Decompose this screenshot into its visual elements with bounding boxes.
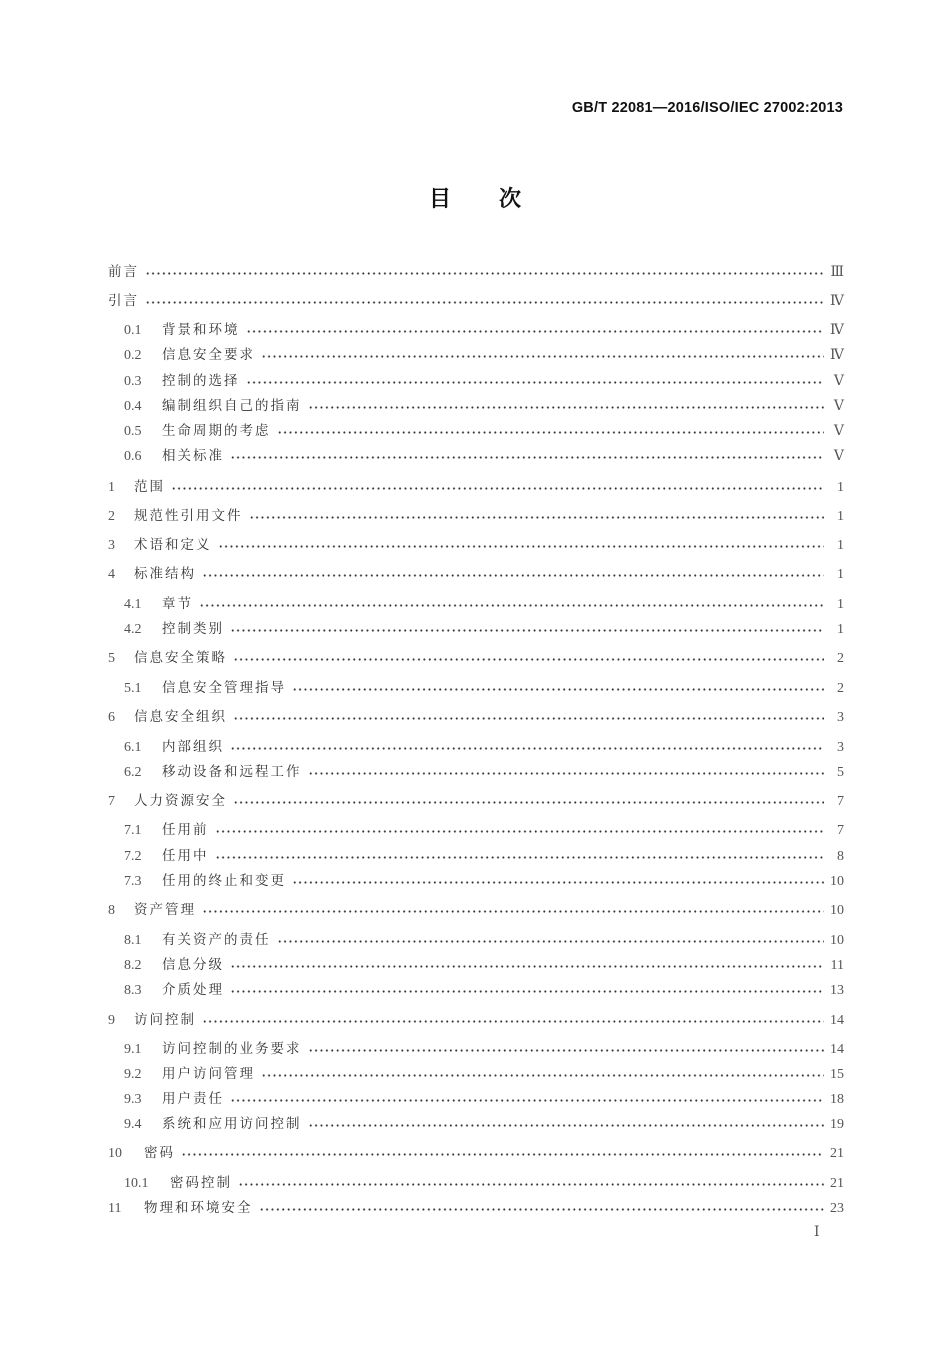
toc-entry[interactable] [124, 1064, 844, 1084]
toc-entry-page: Ⅴ [833, 399, 844, 414]
toc-entry[interactable] [124, 762, 844, 782]
toc-entry-label: 范围 [134, 479, 165, 495]
toc-entry-page: Ⅲ [830, 265, 844, 280]
toc-entry-page: 1 [837, 538, 844, 553]
toc-entry-page: 10 [830, 933, 844, 948]
toc-entry[interactable] [124, 345, 844, 365]
toc-entry-page: 10 [830, 903, 844, 918]
toc-entry-label: 用户访问管理 [162, 1066, 255, 1082]
dot-leader [230, 965, 824, 968]
dot-leader [230, 990, 824, 993]
toc-entry-label: 用户责任 [162, 1091, 224, 1107]
toc-entry[interactable] [108, 648, 844, 668]
dot-leader [202, 574, 824, 577]
toc-entry-page: 23 [830, 1201, 844, 1216]
toc-entry-page: 18 [830, 1092, 844, 1107]
toc-entry-label: 信息安全管理指导 [162, 680, 286, 696]
dot-leader [246, 330, 825, 333]
toc-entry[interactable] [124, 1039, 844, 1059]
toc-entry-number: 0.6 [124, 449, 142, 464]
dot-leader [261, 355, 824, 358]
toc-entry-label: 引言 [108, 293, 139, 309]
dot-leader [202, 910, 824, 913]
toc-entry-label: 信息分级 [162, 957, 224, 973]
toc-entry-page: 21 [830, 1146, 844, 1161]
toc-entry-label: 资产管理 [134, 902, 196, 918]
toc-entry-page: 11 [830, 958, 844, 973]
toc-entry[interactable] [124, 1089, 844, 1109]
toc-entry-page: 8 [837, 849, 844, 864]
toc-entry[interactable] [124, 871, 844, 891]
toc-entry-label: 信息安全组织 [134, 709, 227, 725]
toc-entry-page: 21 [830, 1176, 844, 1191]
toc-entry[interactable] [124, 955, 844, 975]
dot-leader [230, 456, 824, 459]
page-title: 目次 [428, 187, 569, 212]
toc-entry[interactable] [124, 737, 844, 757]
page-number: Ⅰ [814, 1225, 820, 1240]
toc-entry[interactable] [108, 791, 844, 811]
toc-entry-page: 5 [837, 765, 844, 780]
toc-entry-label: 相关标准 [162, 448, 224, 464]
toc-entry-number: 0.1 [124, 323, 142, 338]
toc-entry-page: Ⅳ [830, 323, 844, 338]
dot-leader [277, 940, 825, 943]
toc-entry-page: 7 [837, 794, 844, 809]
toc-entry-number: 9.2 [124, 1067, 142, 1082]
toc-entry[interactable] [108, 291, 844, 311]
toc-entry-page: 3 [837, 710, 844, 725]
toc-entry-number: 10 [108, 1146, 122, 1161]
toc-entry[interactable] [124, 1173, 844, 1193]
toc-entry-label: 信息安全要求 [162, 347, 255, 363]
toc-entry-label: 控制类别 [162, 621, 224, 637]
toc-entry[interactable] [108, 506, 844, 526]
toc-entry-label: 标准结构 [134, 566, 196, 582]
dot-leader [292, 881, 824, 884]
toc-entry-page: Ⅴ [833, 424, 844, 439]
toc-entry[interactable] [124, 320, 844, 340]
toc-entry-label: 任用前 [162, 822, 209, 838]
toc-entry-page: 1 [837, 480, 844, 495]
toc-entry[interactable] [124, 930, 844, 950]
toc-entry-number: 5.1 [124, 681, 142, 696]
toc-entry-label: 访问控制的业务要求 [162, 1041, 302, 1057]
dot-leader [230, 747, 824, 750]
dot-leader [181, 1153, 824, 1156]
toc-entry-page: 14 [830, 1042, 844, 1057]
toc-entry-label: 有关资产的责任 [162, 932, 271, 948]
toc-entry[interactable] [124, 980, 844, 1000]
toc-entry[interactable] [124, 396, 844, 416]
toc-entry[interactable] [108, 1198, 844, 1218]
toc-entry-number: 7.1 [124, 823, 142, 838]
toc-entry-label: 任用中 [162, 848, 209, 864]
standard-code-header: GB/T 22081—2016/ISO/IEC 27002:2013 [571, 100, 843, 116]
toc-entry-number: 9 [108, 1013, 115, 1028]
dot-leader [230, 629, 824, 632]
toc-entry-number: 6 [108, 710, 115, 725]
toc-entry[interactable] [108, 262, 844, 282]
toc-entry-page: 1 [837, 597, 844, 612]
dot-leader [215, 856, 825, 859]
toc-entry-page: 15 [830, 1067, 844, 1082]
dot-leader [171, 487, 824, 490]
toc-entry[interactable] [108, 900, 844, 920]
toc-entry-number: 4 [108, 567, 115, 582]
toc-entry-number: 1 [108, 480, 115, 495]
toc-entry[interactable] [124, 619, 844, 639]
dot-leader [308, 1124, 825, 1127]
toc-entry-number: 2 [108, 509, 115, 524]
toc-entry-label: 访问控制 [134, 1012, 196, 1028]
toc-entry-number: 6.2 [124, 765, 142, 780]
toc-entry-page: 10 [830, 874, 844, 889]
dot-leader [277, 431, 825, 434]
toc-entry-label: 前言 [108, 264, 139, 280]
toc-entry-label: 控制的选择 [162, 373, 240, 389]
dot-leader [246, 381, 825, 384]
toc-entry-page: 3 [837, 740, 844, 755]
toc-entry-label: 生命周期的考虑 [162, 423, 271, 439]
toc-entry-page: 13 [830, 983, 844, 998]
toc-entry[interactable] [124, 421, 844, 441]
toc-entry-number: 8.3 [124, 983, 142, 998]
toc-entry-label: 信息安全策略 [134, 650, 227, 666]
toc-entry-label: 系统和应用访问控制 [162, 1116, 302, 1132]
dot-leader [259, 1208, 825, 1211]
dot-leader [230, 1099, 824, 1102]
dot-leader [308, 406, 825, 409]
dot-leader [308, 772, 825, 775]
toc-entry-page: Ⅴ [833, 449, 844, 464]
toc-entry-label: 密码控制 [170, 1175, 232, 1191]
toc-entry-page: 2 [837, 681, 844, 696]
toc-entry-page: 1 [837, 622, 844, 637]
toc-entry-number: 6.1 [124, 740, 142, 755]
toc-entry[interactable] [124, 371, 844, 391]
dot-leader [233, 658, 824, 661]
toc-entry-number: 9.3 [124, 1092, 142, 1107]
dot-leader [233, 801, 824, 804]
toc-entry-number: 4.1 [124, 597, 142, 612]
toc-entry-label: 背景和环境 [162, 322, 240, 338]
toc-entry-label: 移动设备和远程工作 [162, 764, 302, 780]
toc-entry-number: 0.5 [124, 424, 142, 439]
toc-entry[interactable] [124, 820, 844, 840]
toc-entry[interactable] [124, 1114, 844, 1134]
dot-leader [233, 717, 824, 720]
toc-entry-label: 介质处理 [162, 982, 224, 998]
dot-leader [199, 604, 824, 607]
toc-entry[interactable] [124, 594, 844, 614]
toc-entry[interactable] [108, 477, 844, 497]
toc-entry-number: 10.1 [124, 1176, 149, 1191]
dot-leader [145, 301, 824, 304]
toc-entry-page: Ⅳ [830, 294, 844, 309]
toc-entry-label: 密码 [144, 1145, 175, 1161]
toc-entry-page: 7 [837, 823, 844, 838]
toc-entry-page: 1 [837, 567, 844, 582]
toc-entry[interactable] [124, 846, 844, 866]
toc-entry-label: 内部组织 [162, 739, 224, 755]
toc-entry-number: 0.2 [124, 348, 142, 363]
toc-entry[interactable] [108, 707, 844, 727]
toc-entry-page: 1 [837, 509, 844, 524]
toc-entry-number: 9.4 [124, 1117, 142, 1132]
toc-entry-number: 7 [108, 794, 115, 809]
toc-entry-number: 0.4 [124, 399, 142, 414]
toc-entry-label: 物理和环境安全 [144, 1200, 253, 1216]
toc-entry-page: 14 [830, 1013, 844, 1028]
dot-leader [202, 1020, 824, 1023]
dot-leader [218, 545, 825, 548]
dot-leader [249, 516, 825, 519]
toc-entry-number: 8.2 [124, 958, 142, 973]
toc-entry-label: 术语和定义 [134, 537, 212, 553]
toc-entry-number: 7.3 [124, 874, 142, 889]
toc-entry-label: 人力资源安全 [134, 793, 227, 809]
dot-leader [238, 1183, 824, 1186]
toc-entry-number: 9.1 [124, 1042, 142, 1057]
toc-entry-number: 4.2 [124, 622, 142, 637]
dot-leader [308, 1049, 825, 1052]
toc-entry-page: Ⅴ [833, 374, 844, 389]
toc-entry-number: 11 [108, 1201, 122, 1216]
toc-entry-number: 7.2 [124, 849, 142, 864]
dot-leader [292, 688, 824, 691]
toc-entry-page: 19 [830, 1117, 844, 1132]
toc-entry[interactable] [108, 1143, 844, 1163]
toc-entry-page: Ⅳ [830, 348, 844, 363]
toc-entry-label: 编制组织自己的指南 [162, 398, 302, 414]
toc-entry-number: 8.1 [124, 933, 142, 948]
dot-leader [215, 830, 825, 833]
toc-entry[interactable] [108, 1010, 844, 1030]
dot-leader [145, 272, 824, 275]
toc-entry-label: 规范性引用文件 [134, 508, 243, 524]
toc-entry-number: 8 [108, 903, 115, 918]
toc-entry-number: 5 [108, 651, 115, 666]
toc-entry[interactable] [108, 535, 844, 555]
dot-leader [261, 1074, 824, 1077]
toc-entry-page: 2 [837, 651, 844, 666]
toc-entry-number: 0.3 [124, 374, 142, 389]
toc-entry[interactable] [124, 678, 844, 698]
toc-entry-label: 章节 [162, 596, 193, 612]
toc-entry-number: 3 [108, 538, 115, 553]
toc-entry[interactable] [108, 564, 844, 584]
toc-entry-label: 任用的终止和变更 [162, 873, 286, 889]
toc-entry[interactable] [124, 446, 844, 466]
